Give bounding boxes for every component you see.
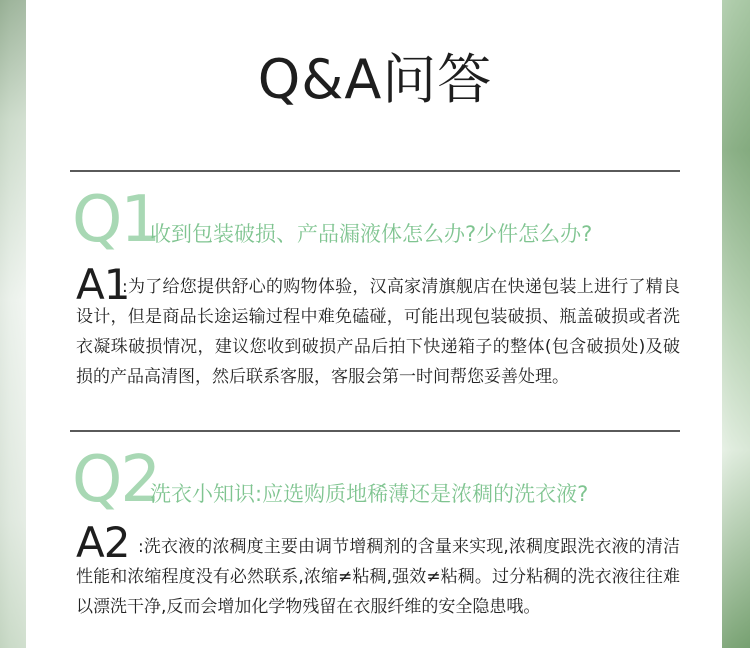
answer-text: :洗衣液的浓稠度主要由调节增稠剂的含量来实现,浓稠度跟洗衣液的清洁性能和浓缩程度没有必然联系,浓缩≠粘稠,强效≠粘稠。过分粘稠的洗衣液往往难以漂洗干净,反而会增加化学物残留在衣服纤维的安全隐患哦。: [76, 537, 680, 617]
question-text: 收到包装破损、产品漏液体怎么办?少件怎么办?: [150, 222, 593, 246]
question-label: Q1: [72, 183, 160, 257]
section-divider: [70, 170, 680, 172]
answer-label: A2: [76, 518, 130, 567]
answer-label: A1: [76, 260, 130, 309]
question-text: 洗衣小知识:应选购质地稀薄还是浓稠的洗衣液?: [150, 482, 589, 506]
page-title: Q&A问答: [257, 48, 493, 111]
question-label: Q2: [72, 443, 160, 517]
section-divider: [70, 430, 680, 432]
answer-text: :为了给您提供舒心的购物体验，汉高家清旗舰店在快递包装上进行了精良设计，但是商品长途运输过程中难免磕碰，可能出现包装破损、瓶盖破损或者洗衣凝珠破损情况，建议您收到破损产品后拍下快递箱子的整体(包含破损处)及破损的产品高清图，然后联系客服，客服会第一时间帮您妥善处理。: [76, 277, 680, 387]
